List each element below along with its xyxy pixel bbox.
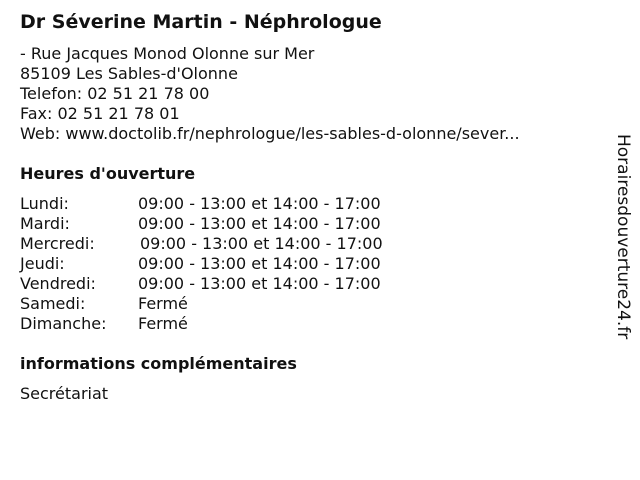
additional-info-heading: informations complémentaires [20,354,297,373]
contact-block [20,44,520,144]
city-address: 85109 Les Sables-d'Olonne [20,64,238,83]
opening-hours-heading: Heures d'ouverture [20,164,196,183]
day-label: Samedi: [20,294,86,313]
additional-info-text: Secrétariat [20,384,109,403]
hours-value: 09:00 - 13:00 et 14:00 - 17:00 [138,194,381,213]
street-address: - Rue Jacques Monod Olonne sur Mer [20,44,315,63]
hours-value: 09:00 - 13:00 et 14:00 - 17:00 [138,214,381,233]
website-link[interactable]: www.doctolib.fr/nephrologue/les-sables-d-olonne/sever... [65,124,520,143]
day-label: Lundi: [20,194,69,213]
phone-number: Telefon: 02 51 21 78 00 [20,84,210,103]
site-watermark: Horairesdouverture24.fr [613,134,633,340]
day-label: Mercredi: [20,234,95,253]
fax-number: Fax: 02 51 21 78 01 [20,104,180,123]
hours-value: Fermé [138,314,188,333]
day-label: Jeudi: [20,254,65,273]
hours-value: 09:00 - 13:00 et 14:00 - 17:00 [140,234,383,253]
day-label: Mardi: [20,214,70,233]
website-label: Web: [20,124,66,143]
day-label: Dimanche: [20,314,107,333]
day-label: Vendredi: [20,274,96,293]
hours-value: 09:00 - 13:00 et 14:00 - 17:00 [138,274,381,293]
hours-value: 09:00 - 13:00 et 14:00 - 17:00 [138,254,381,273]
page-title: Dr Séverine Martin - Néphrologue [20,11,382,33]
hours-value: Fermé [138,294,188,313]
website-line [20,124,520,144]
